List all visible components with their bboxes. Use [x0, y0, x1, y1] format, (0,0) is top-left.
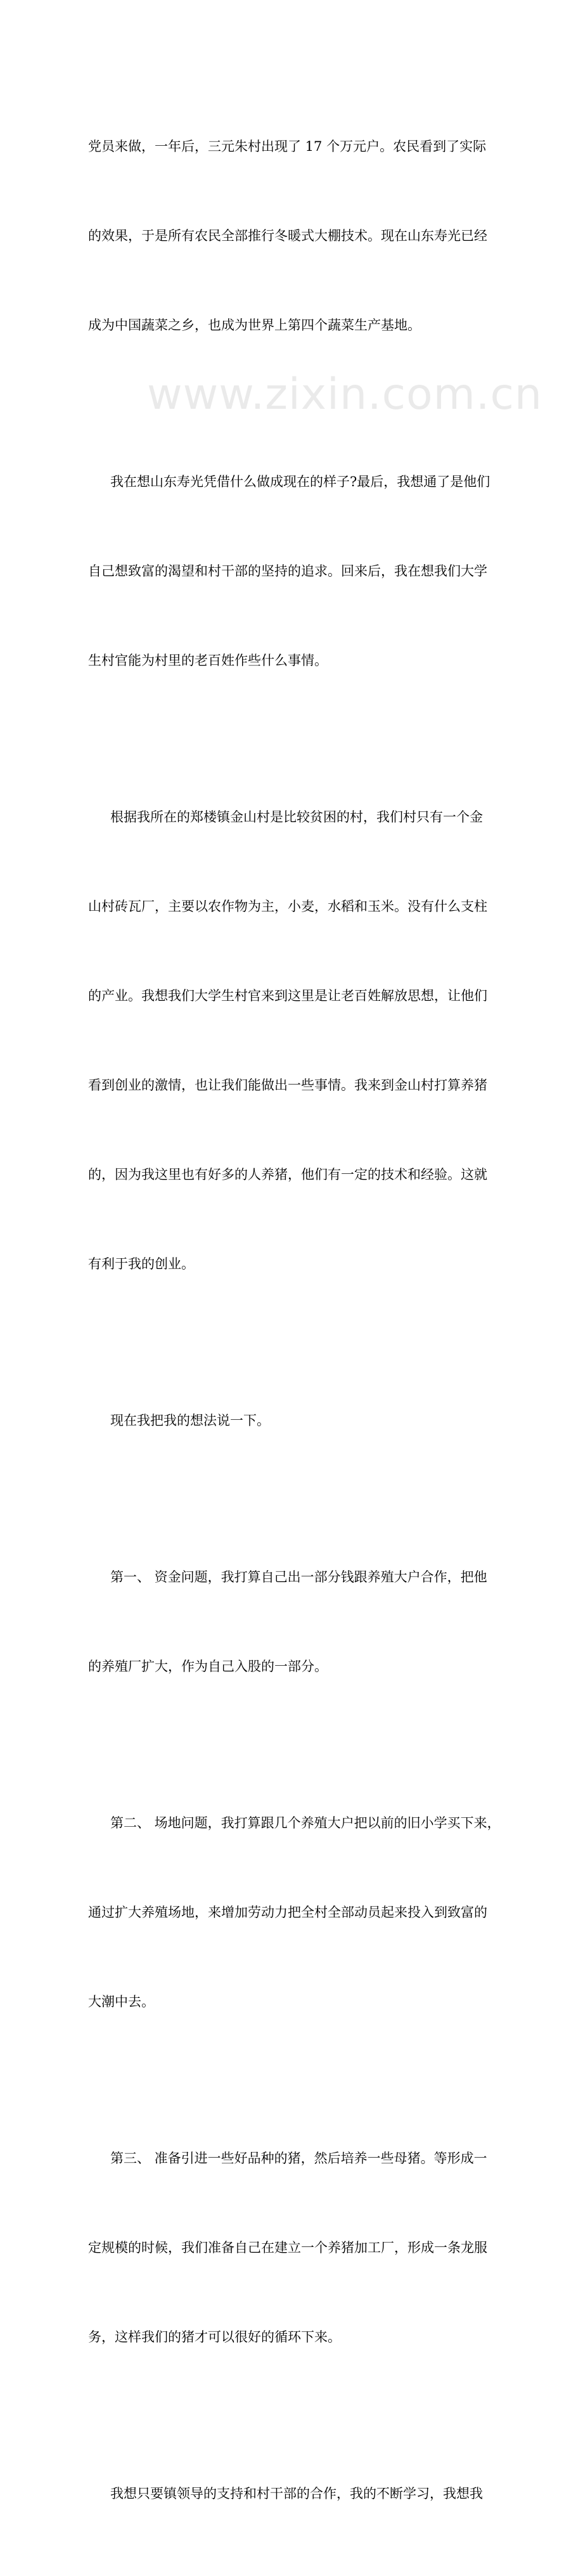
paragraph-1 — [88, 72, 506, 400]
paragraph-6 — [88, 1749, 506, 2077]
text-line: 有利于我的创业。 — [88, 1256, 195, 1272]
text-line: 自己想致富的渴望和村干部的坚持的追求。回来后，我在想我们大学 — [88, 564, 487, 579]
document-body — [88, 72, 506, 2576]
text-line: 通过扩大养殖场地，来增加劳动力把全村全部动员起来投入到致富的 — [88, 1905, 487, 1920]
text-line: 第二、 场地问题，我打算跟几个养殖大户把以前的旧小学买下来， — [110, 1815, 501, 1831]
text-line: 看到创业的激情，也让我们能做出一些事情。我来到金山村打算养猪 — [88, 1078, 487, 1093]
text-line: 定规模的时候，我们准备自己在建立一个养猪加工厂，形成一条龙服 — [88, 2240, 487, 2255]
text-line: 大潮中去。 — [88, 1994, 155, 2009]
paragraph-5 — [88, 1503, 506, 1741]
text-line: 现在我把我的想法说一下。 — [110, 1413, 270, 1428]
text-line: 党员来做，一年后，三元朱村出现了 17 个万元户。农民看到了实际 — [88, 139, 487, 154]
text-line: 山村砖瓦厂，主要以农作物为主，小麦，水稻和玉米。没有什么支柱 — [88, 899, 487, 914]
paragraph-8 — [88, 2419, 506, 2568]
text-line: 成为中国蔬菜之乡，也成为世界上第四个蔬菜生产基地。 — [88, 318, 421, 333]
text-line: 的，因为我这里也有好多的人养猪，他们有一定的技术和经验。这就 — [88, 1167, 487, 1182]
text-line: 第一、 资金问题，我打算自己出一部分钱跟养殖大户合作，把他 — [110, 1569, 487, 1585]
text-line: 生村官能为村里的老百姓作些什么事情。 — [88, 653, 328, 668]
text-line: 的效果，于是所有农民全部推行冬暖式大棚技术。现在山东寿光已经 — [88, 228, 487, 243]
paragraph-3 — [88, 743, 506, 1339]
text-line: 务，这样我们的猪才可以很好的循环下来。 — [88, 2329, 341, 2345]
text-line: 的产业。我想我们大学生村官来到这里是让老百姓解放思想，让他们 — [88, 988, 487, 1003]
paragraph-7 — [88, 2084, 506, 2412]
paragraph-4 — [88, 1346, 506, 1495]
text-line: 第三、 准备引进一些好品种的猪，然后培养一些母猪。等形成一 — [110, 2151, 487, 2166]
text-line: 我在想山东寿光凭借什么做成现在的样子?最后，我想通了是他们 — [110, 474, 490, 489]
text-line: 根据我所在的郑楼镇金山村是比较贫困的村，我们村只有一个金 — [110, 809, 483, 825]
paragraph-2 — [88, 408, 506, 735]
text-line: 的养殖厂扩大，作为自己入股的一部分。 — [88, 1659, 328, 1674]
watermark: www.zixin.com.cn — [147, 370, 542, 420]
text-line: 我想只要镇领导的支持和村干部的合作，我的不断学习，我想我 — [110, 2486, 483, 2501]
